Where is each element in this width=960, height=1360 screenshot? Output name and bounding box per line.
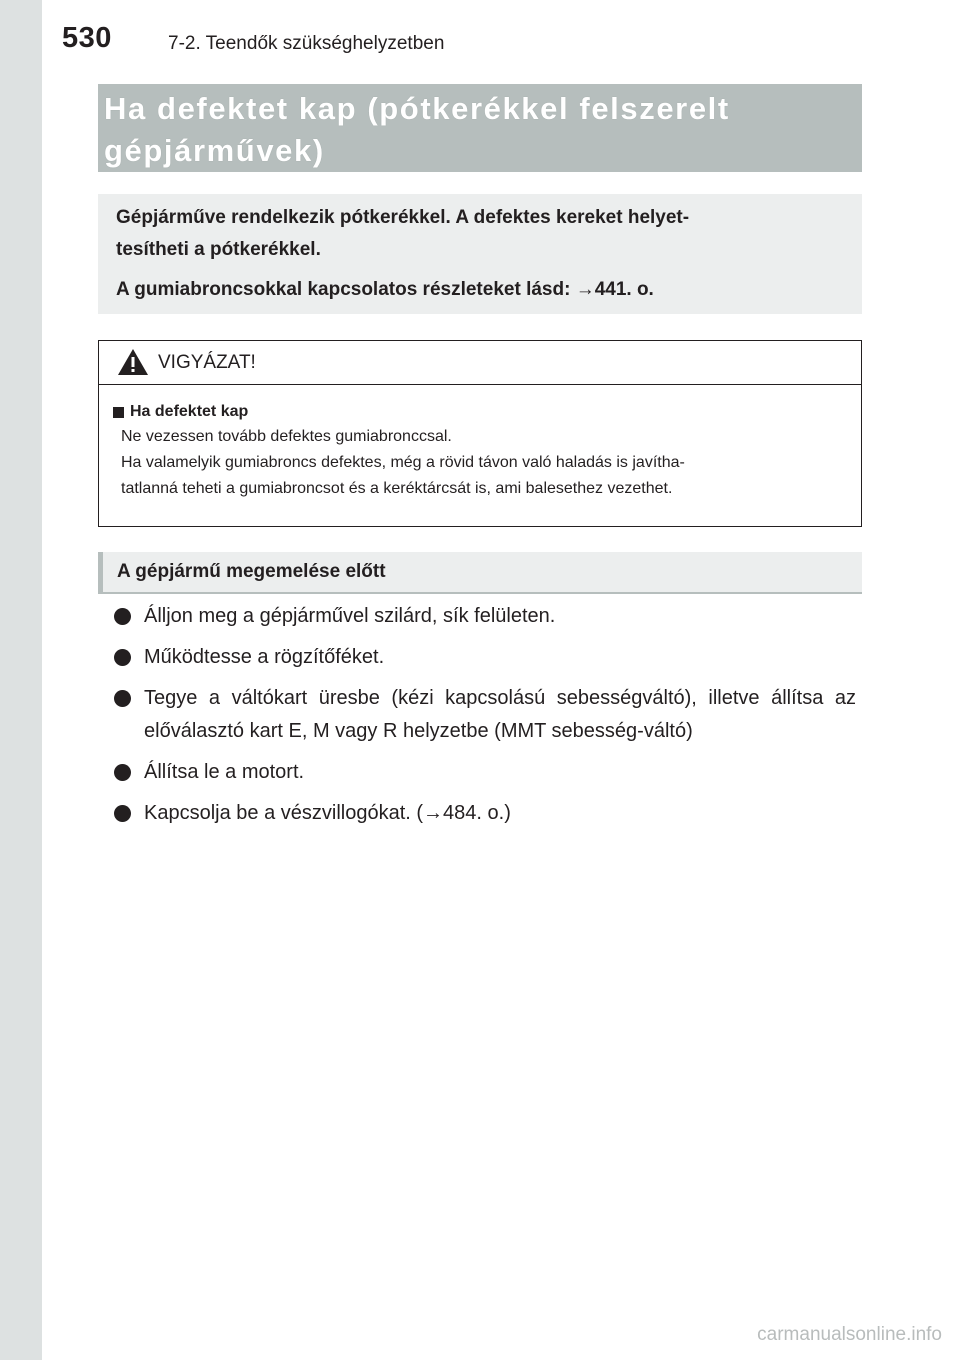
intro-line-1: Gépjárműve rendelkezik pótkerékkel. A defektes kereket helyet-	[116, 207, 690, 228]
watermark-link[interactable]: carmanualsonline.info	[757, 1324, 942, 1345]
caution-text-line: Ne vezessen tovább defektes gumiabronccsal.	[121, 428, 452, 445]
list-item-text: Állítsa le a motort.	[144, 761, 305, 783]
list-item-text: Működtesse a rögzítőféket.	[144, 646, 385, 668]
page-title-line-1: Ha defektet kap (pótkerékkel felszerelt	[104, 91, 730, 126]
caution-text-line: Ha valamelyik gumiabroncs defektes, még a rövid távon való haladás is javítha-	[121, 454, 685, 471]
bullet-dot-icon	[114, 649, 131, 666]
page-title-line-2: gépjárművek)	[104, 133, 325, 168]
caution-label: VIGYÁZAT!	[158, 352, 256, 373]
page-number: 530	[62, 22, 112, 54]
square-bullet-icon	[113, 407, 124, 418]
list-item-text: Álljon meg a gépjárművel szilárd, sík felületen.	[144, 605, 556, 627]
list-item-text: Tegye a váltókart üresbe (kézi kapcsolású sebességváltó), illetve állítsa az előválasztó kart E, M vagy R helyzetbe (MMT sebesség-váltó)	[144, 687, 856, 742]
bullet-dot-icon	[114, 608, 131, 625]
section-header: 7-2. Teendők szükséghelyzetben	[168, 33, 445, 54]
bullet-dot-icon	[114, 805, 131, 822]
list-item	[98, 756, 856, 789]
list-item-text: Kapcsolja be a vészvillogókat. (→484. o.)	[144, 802, 511, 824]
caution-header	[99, 341, 861, 385]
list-item	[98, 641, 856, 674]
list-item	[98, 682, 856, 748]
intro-panel	[98, 194, 862, 314]
margin-strip	[0, 0, 42, 1360]
subsection-heading: A gépjármű megemelése előtt	[98, 552, 862, 594]
caution-subheading	[111, 400, 849, 424]
caution-body	[99, 385, 861, 502]
list-item	[98, 600, 856, 633]
bullet-dot-icon	[114, 690, 131, 707]
caution-text-line: tatlanná teheti a gumiabroncsot és a keréktárcsát is, ami balesethez vezethet.	[121, 480, 673, 497]
page-title-box	[98, 84, 862, 172]
intro-line-2: tesítheti a pótkerékkel.	[116, 239, 321, 260]
caution-subheading-text: Ha defektet kap	[130, 403, 249, 420]
bullet-dot-icon	[114, 764, 131, 781]
caution-box	[98, 340, 862, 527]
intro-reference-line: A gumiabroncsokkal kapcsolatos részleteket lásd: →441. o.	[116, 279, 654, 300]
list-item	[98, 797, 856, 830]
instruction-list	[98, 600, 856, 838]
warning-triangle-icon	[117, 348, 149, 376]
